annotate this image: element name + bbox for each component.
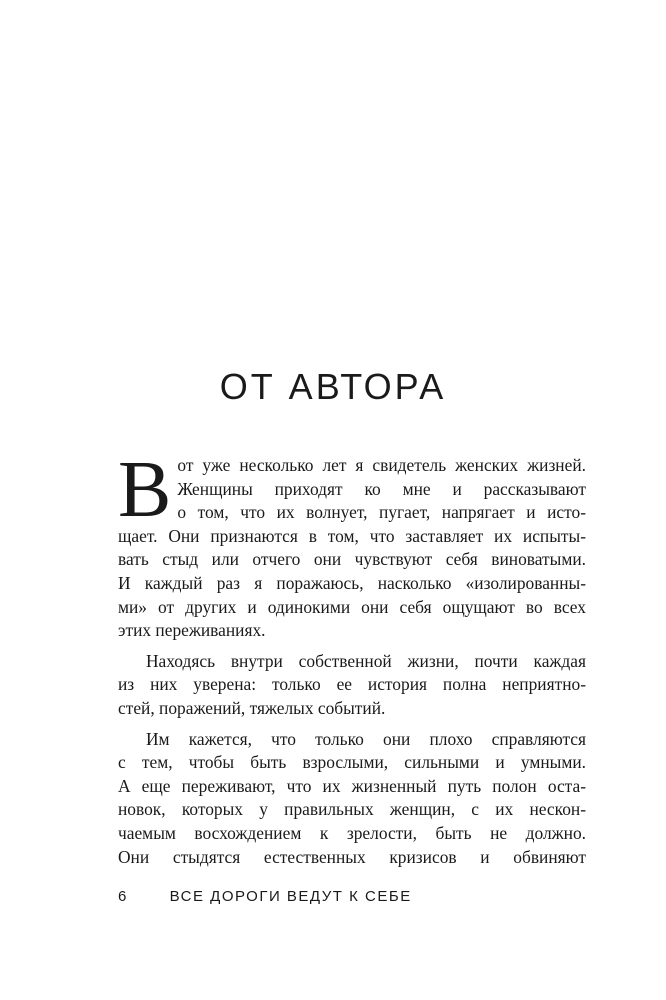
text-line: стей, поражений, тяжелых событий.	[118, 697, 386, 718]
body-text	[118, 446, 586, 869]
page-footer	[118, 887, 586, 907]
page-number: 6	[118, 888, 128, 905]
text-line: из них уверена: только ее история полна неприятно-	[118, 674, 586, 695]
chapter-title: ОТ АВТОРА	[219, 366, 447, 407]
running-title: ВСЕ ДОРОГИ ВЕДУТ К СЕБЕ	[169, 888, 412, 905]
paragraph-1	[118, 446, 586, 643]
text-line: Они стыдятся естественных кризисов и обвиняют	[118, 846, 586, 867]
text-line: Им кажется, что только они плохо справляются	[146, 728, 586, 749]
text-line: Находясь внутри собственной жизни, почти каждая	[146, 650, 586, 671]
text-line: ми» от других и одинокими они себя ощущают во всех	[118, 596, 586, 617]
text-line: от уже несколько лет я свидетель женских жизней.	[177, 455, 586, 475]
text-line: о том, что их волнует, пугает, напрягает и исто-	[177, 502, 586, 523]
text-line: этих переживаниях.	[118, 620, 266, 641]
text-line: новок, которых у правильных женщин, с их нескон-	[118, 799, 586, 820]
paragraph-2	[118, 650, 586, 721]
text-line: щает. Они признаются в том, что заставляет их испыты-	[118, 525, 586, 546]
text-line: И каждый раз я поражаюсь, насколько «изолированны-	[118, 572, 586, 593]
text-line: Женщины приходят ко мне и рассказывают	[177, 478, 586, 499]
paragraph-3	[118, 728, 586, 870]
text-line: с тем, чтобы быть взрослыми, сильными и умными.	[118, 752, 586, 773]
dropcap: В	[118, 446, 172, 534]
text-line: чаемым восхождением к зрелости, быть не должно.	[118, 822, 586, 843]
text-line: вать стыд или отчего они чувствуют себя виноватыми.	[118, 549, 586, 570]
text-line: А еще переживают, что их жизненный путь полон оста-	[118, 775, 586, 796]
